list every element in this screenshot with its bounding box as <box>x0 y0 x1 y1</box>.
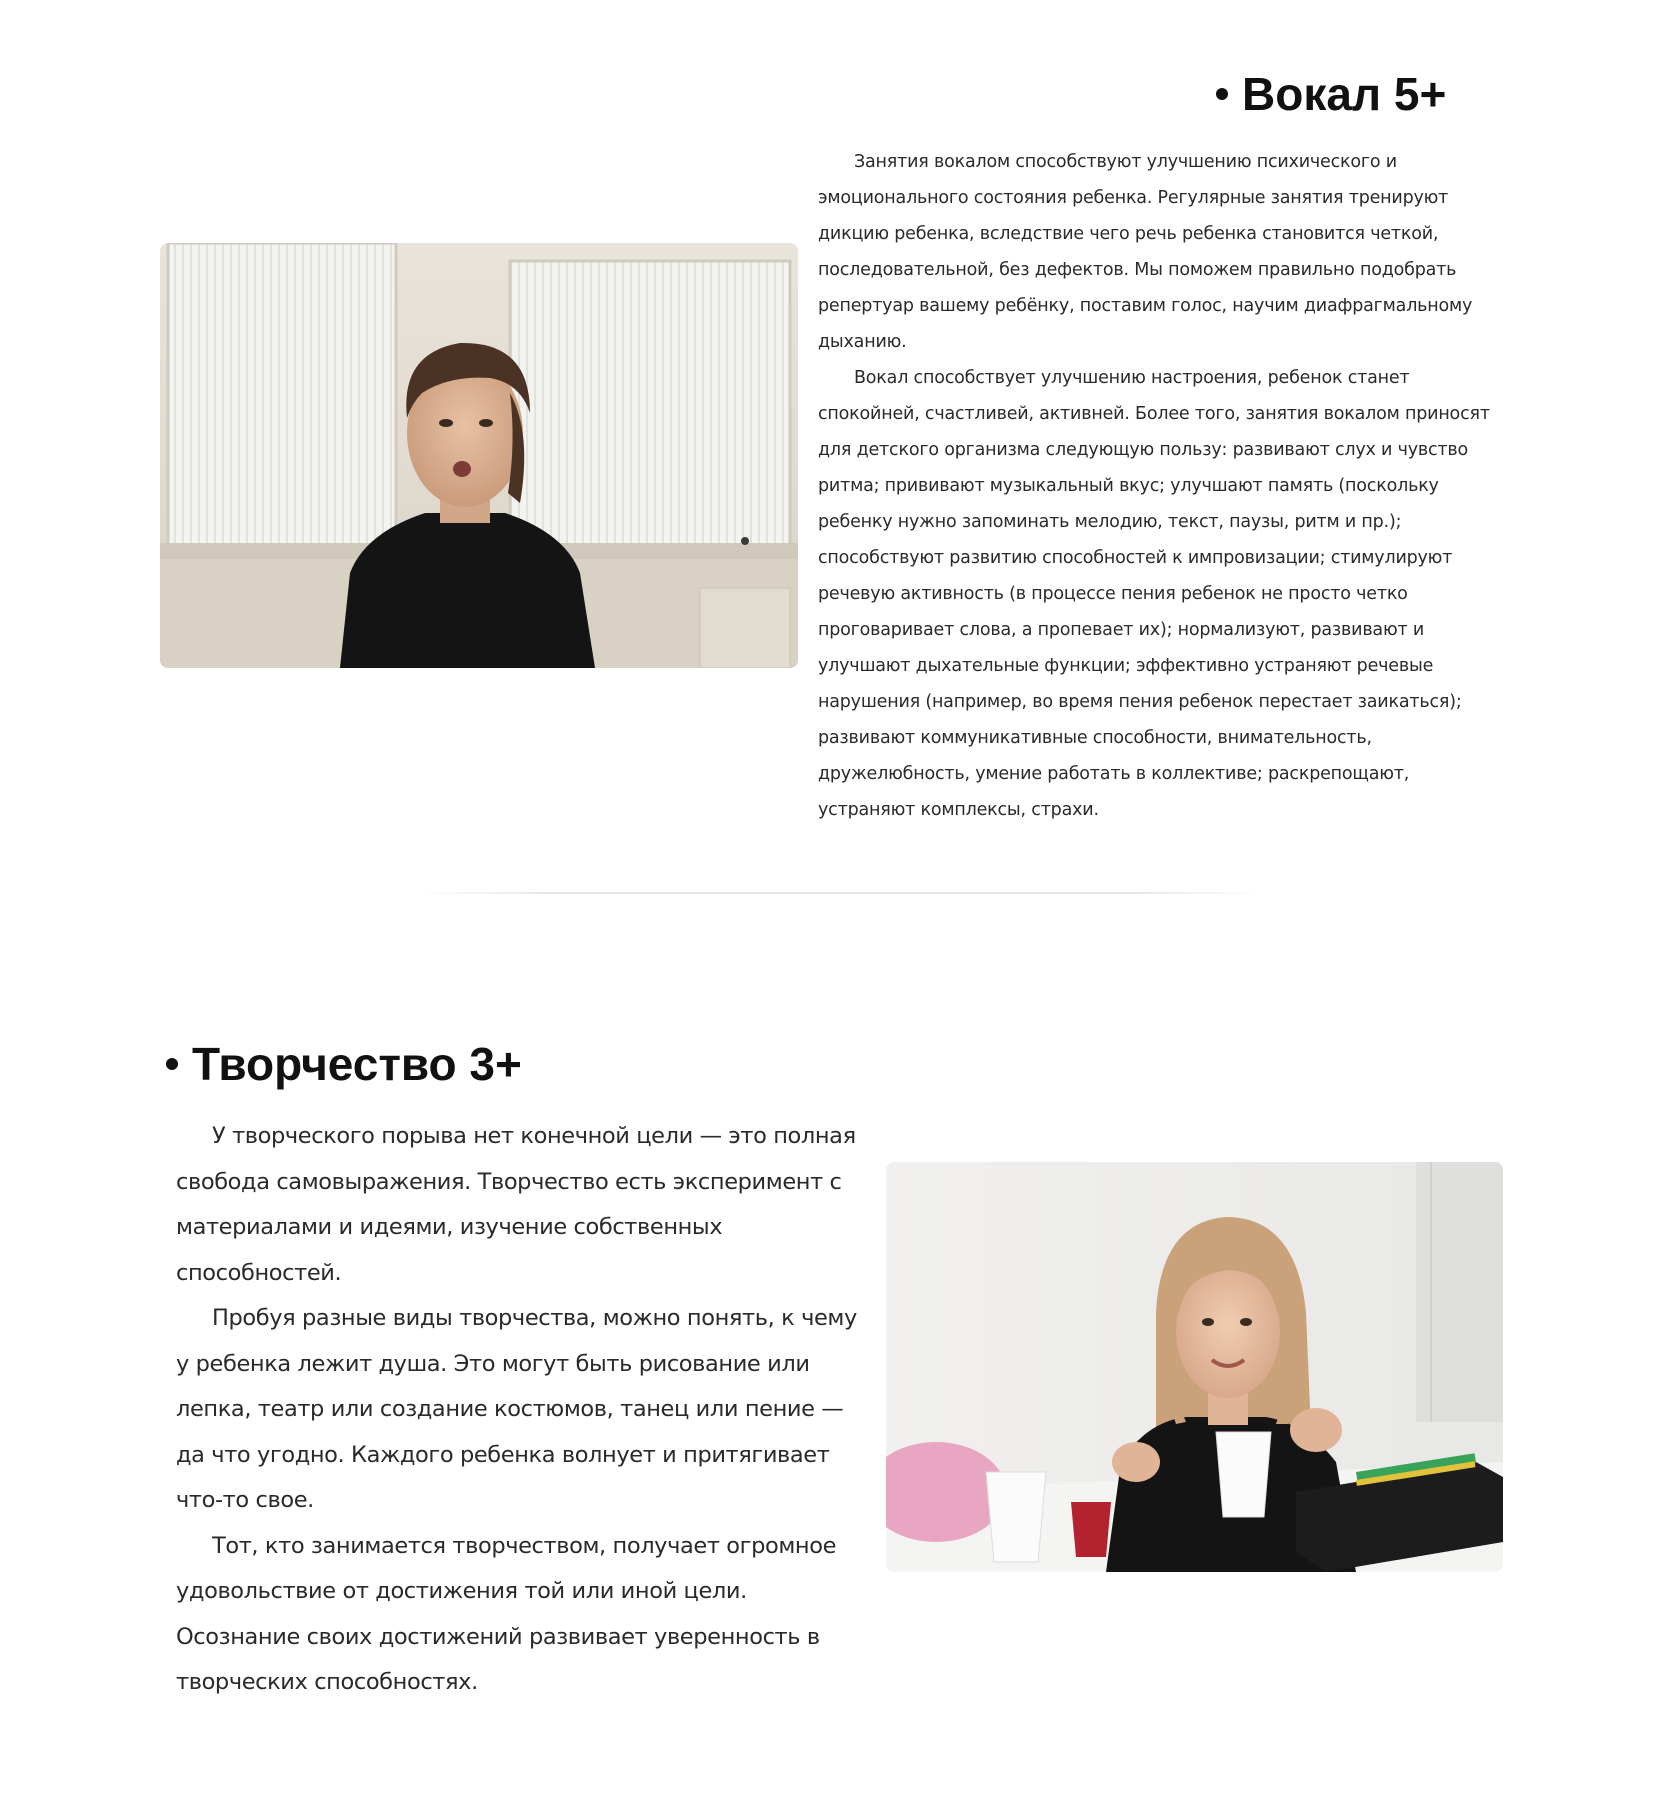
tvorchestvo-paragraph-2: Пробуя разные виды творчества, можно понять, к чему у ребенка лежит душа. Это могут быть рисование или лепка, театр или создание костюмов, танец или пение — да что угодно. Каждого ребенка волнует и притягивает что-то свое. <box>176 1305 857 1513</box>
tvorchestvo-photo <box>886 1162 1503 1572</box>
girl-painting-image <box>886 1162 1503 1572</box>
tvorchestvo-paragraph-1: У творческого порыва нет конечной цели — это полная свобода самовыражения. Творчество есть эксперимент с материалами и идеями, изучение собственных способностей. <box>176 1123 856 1286</box>
vokal-photo <box>160 243 798 668</box>
vokal-paragraph-2: Вокал способствует улучшению настроения, ребенок станет спокойней, счастливей, активней. Более того, занятия вокалом приносят для детского организма следующую пользу: развивают слух и чувство ритма; прививают музыкальный вкус; улучшают память (поскольку ребенку нужно запоминать мелодию, текст, паузы, ритм и пр.); способствуют развитию способностей к импровизации; стимулируют речевую активность (в процессе пения ребенок не просто четко проговаривает слова, а пропевает их); нормализуют, развивают и улучшают дыхательные функции; эффективно устраняют речевые нарушения (например, во время пения ребенок перестает заикаться); развивают коммуникативные способности, внимательность, дружелюбность, умение работать в коллективе; раскрепощают, устраняют комплексы, страхи. <box>818 368 1490 820</box>
section-divider <box>418 892 1264 894</box>
tvorchestvo-description <box>176 1114 866 1706</box>
bullet-icon <box>166 1058 178 1070</box>
vokal-heading <box>1216 64 1446 124</box>
boy-singing-image <box>160 243 798 668</box>
bullet-icon <box>1216 88 1228 100</box>
tvorchestvo-paragraph-3: Тот, кто занимается творчеством, получает огромное удовольствие от достижения той или иной цели. Осознание своих достижений развивает уверенность в творческих способностях. <box>176 1532 837 1695</box>
tvorchestvo-heading <box>166 1034 522 1094</box>
vokal-title: Вокал 5+ <box>1242 68 1447 120</box>
tvorchestvo-title: Творчество 3+ <box>192 1038 522 1090</box>
vokal-description <box>818 144 1508 828</box>
vokal-paragraph-1: Занятия вокалом способствуют улучшению психического и эмоционального состояния ребенка. Регулярные занятия тренируют дикцию ребенка, вследствие чего речь ребенка становится четкой, последовательной, без дефектов. Мы поможем правильно подобрать репертуар вашему ребёнку, поставим голос, научим диафрагмальному дыханию. <box>818 152 1473 352</box>
